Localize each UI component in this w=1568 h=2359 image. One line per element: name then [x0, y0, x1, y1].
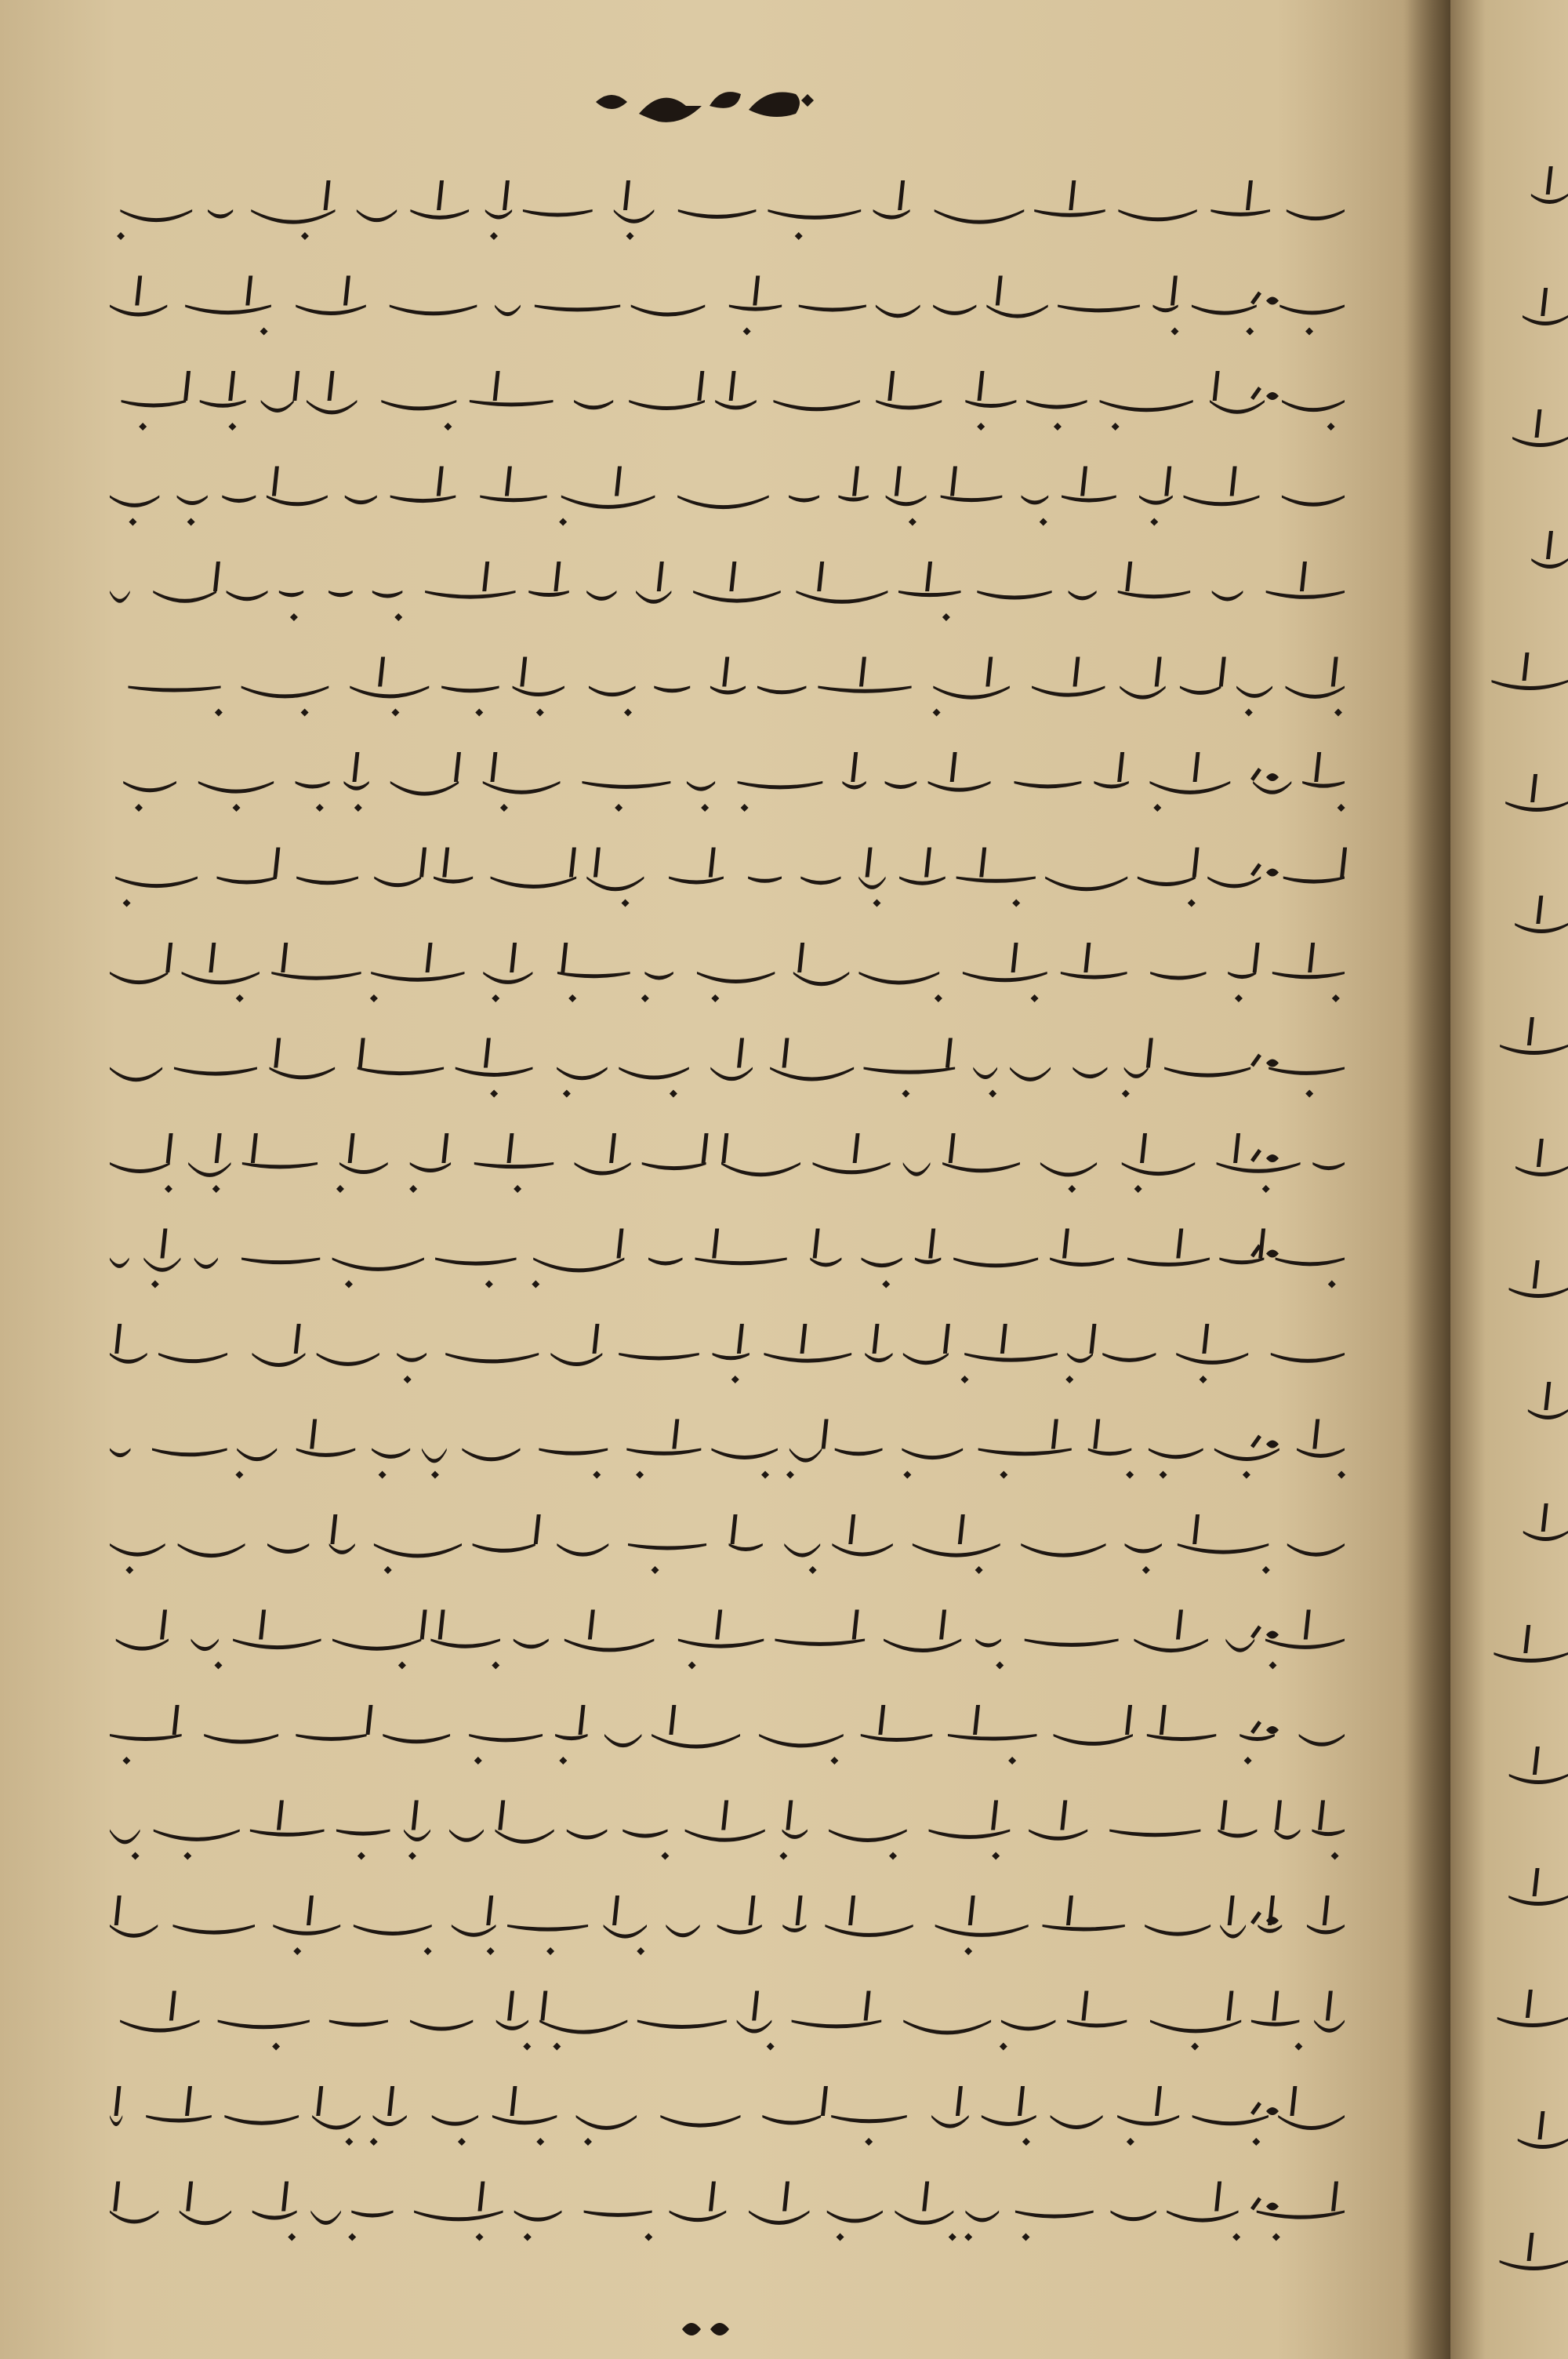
text-line [123, 752, 1345, 812]
verse-number [1250, 1911, 1279, 1925]
facing-text-line [1531, 166, 1568, 204]
facing-text-line [1497, 1990, 1568, 2027]
text-line [110, 467, 1345, 526]
facing-text-line [1509, 1260, 1568, 1298]
text-line [110, 1419, 1345, 1479]
verse-number [1250, 863, 1279, 877]
text-line [110, 1324, 1345, 1383]
facing-text-line [1515, 896, 1568, 933]
verse-number [1250, 1054, 1279, 1067]
text-line [110, 2182, 1345, 2241]
verse-number [1250, 1435, 1279, 1448]
facing-page [1450, 0, 1568, 2359]
verse-number [1250, 1149, 1279, 1162]
facing-text-line [1523, 288, 1568, 325]
text-line [110, 1038, 1345, 1098]
facing-text-line [1500, 2233, 1568, 2270]
facing-text-line [1508, 1868, 1568, 1906]
text-line [110, 1705, 1345, 1765]
facing-text-line [1528, 1382, 1568, 1419]
verse-number [1250, 292, 1279, 305]
facing-text-line [1500, 1017, 1568, 1055]
text-line [117, 180, 1345, 240]
facing-text-line [1512, 409, 1568, 447]
text-line [110, 1133, 1345, 1193]
verse-number [1250, 2102, 1279, 2115]
facing-text-line [1523, 1503, 1568, 1541]
facing-text-line [1531, 531, 1568, 569]
verse-number [1250, 1626, 1279, 1639]
verse-number [1250, 1721, 1279, 1734]
verse-number [1250, 768, 1279, 781]
text-line [115, 848, 1347, 907]
text-line [110, 943, 1345, 1002]
page-number [666, 2314, 745, 2345]
text-line [122, 371, 1345, 431]
text-line [110, 1229, 1345, 1289]
verse-number [1250, 387, 1279, 400]
text-line [110, 1801, 1345, 1860]
text-line [110, 1514, 1345, 1574]
facing-text-line [1515, 1139, 1568, 1176]
text-line [128, 657, 1345, 717]
text-line [116, 1610, 1345, 1670]
facing-text-line [1509, 1747, 1568, 1784]
facing-text-line [1494, 1625, 1568, 1663]
facing-text-line [1491, 652, 1568, 690]
facing-text-line [1505, 774, 1568, 812]
verse-number [1250, 2197, 1279, 2211]
facing-text-line [1518, 2111, 1568, 2149]
verse-number [1250, 1245, 1279, 1258]
facing-page-text [1450, 0, 1568, 2359]
text-line [120, 1991, 1345, 2051]
text-line [110, 276, 1345, 336]
text-line [110, 562, 1345, 621]
text-line [110, 2086, 1345, 2146]
text-line [110, 1896, 1345, 1955]
